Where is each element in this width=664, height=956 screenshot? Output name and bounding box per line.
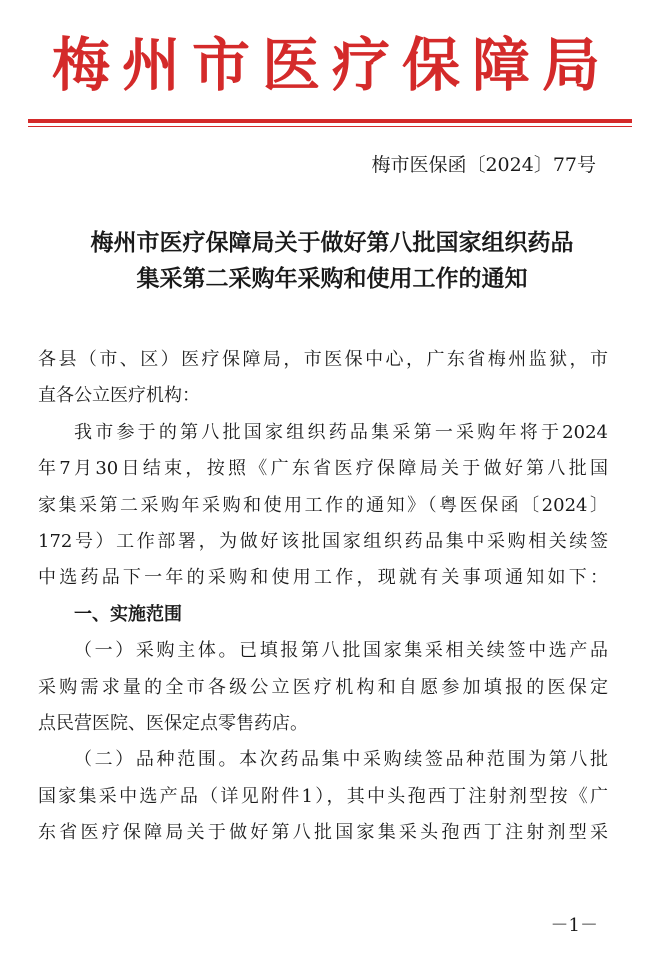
title-line-2: 集采第二采购年采购和使用工作的通知 [136,266,528,292]
section-heading: 一、实施范围 [74,603,182,625]
title-line-1: 梅州市医疗保障局关于做好第八批国家组织药品 [90,230,574,256]
body-line: 点民营医院、医保定点零售药店。 [38,712,308,734]
body-line: （一）采购主体。已填报第八批国家集采相关续签中选产品 [74,640,608,662]
body-line: 家集采第二采购年采购和使用工作的通知》（粤医保函〔2024〕 [38,494,608,516]
header-rule-thin [28,126,632,127]
body-line: 各县（市、区）医疗保障局，市医保中心，广东省梅州监狱，市 [38,349,608,370]
body-line: 东省医疗保障局关于做好第八批国家集采头孢西丁注射剂型采 [38,822,608,844]
body-line: （二）品种范围。本次药品集中采购续签品种范围为第八批 [74,749,608,771]
page-number: －1－ [550,915,598,936]
letterhead: 梅州市医疗保障局 [51,31,612,99]
body-line: 直各公立医疗机构： [38,385,200,407]
body-line: 年7月30日结束，按照《广东省医疗保障局关于做好第八批国 [38,458,608,480]
body-line: 中选药品下一年的采购和使用工作，现就有关事项通知如下： [38,567,608,589]
header-rule-thick [28,119,632,123]
body-line: 国家集采中选产品（详见附件1），其中头孢西丁注射剂型按《广 [38,785,608,807]
document-body [38,342,608,851]
document-number: 梅市医保函〔2024〕77号 [371,154,596,176]
body-line: 采购需求量的全市各级公立医疗机构和自愿参加填报的医保定 [38,676,608,698]
document-title [30,225,634,297]
body-line: 172号）工作部署，为做好该批国家组织药品集中采购相关续签 [38,530,608,552]
body-line: 我市参于的第八批国家组织药品集采第一采购年将于2024 [74,421,608,443]
